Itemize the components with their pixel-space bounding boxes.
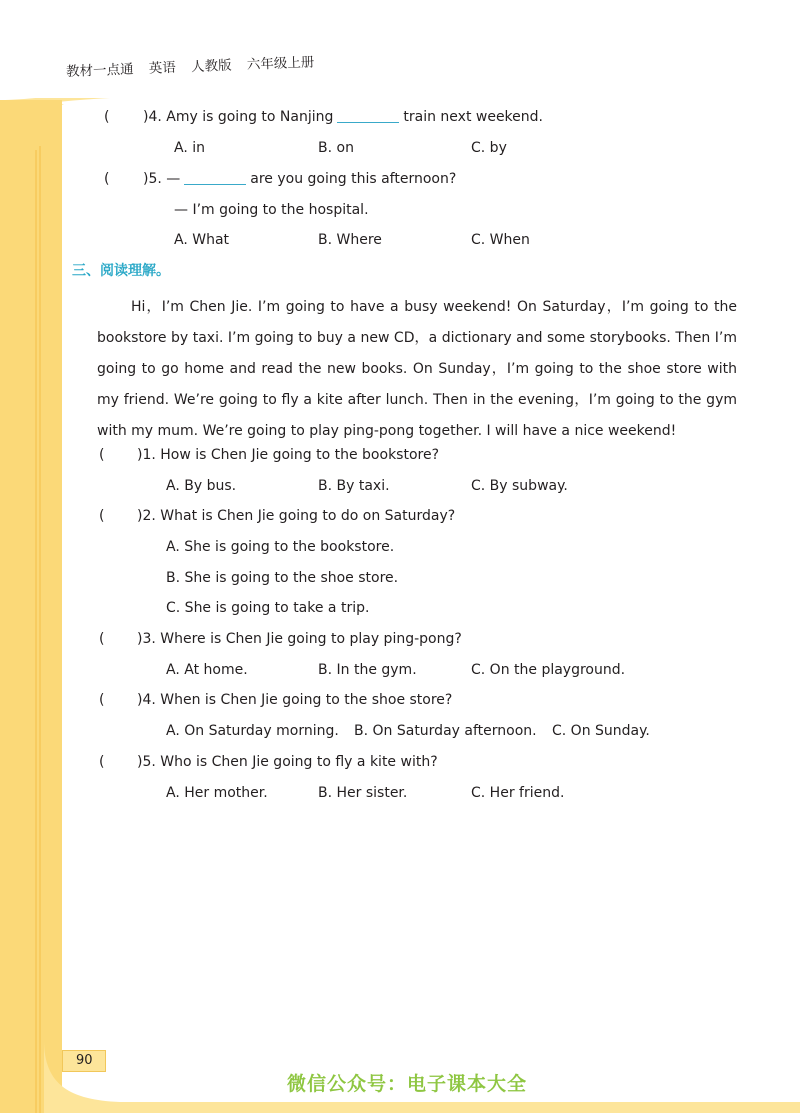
option-a: A. Her mother.	[166, 785, 268, 801]
question-text: )2. What is Chen Jie going to do on Saturday?	[137, 508, 456, 524]
question-text-a: )5. —	[143, 171, 181, 187]
answer-paren[interactable]: (	[99, 447, 105, 463]
question-text-b: train next weekend.	[403, 109, 543, 125]
option-b: B. on	[318, 140, 354, 156]
answer-paren[interactable]: (	[99, 692, 105, 708]
dialogue-reply: — I’m going to the hospital.	[174, 202, 369, 218]
question-text: )5. Who is Chen Jie going to fly a kite with?	[137, 754, 438, 770]
answer-blank[interactable]	[337, 122, 399, 123]
answer-paren[interactable]: (	[104, 171, 110, 187]
option-c: C. by	[471, 140, 507, 156]
question-stem	[143, 170, 456, 188]
question-stem	[143, 108, 543, 126]
grade-label: 六年级上册	[246, 54, 315, 74]
option-b: B. On Saturday afternoon.	[354, 723, 537, 739]
option-a: A. in	[174, 140, 205, 156]
watermark-text: 微信公众号：电子课本大全	[287, 1073, 528, 1095]
answer-paren[interactable]: (	[104, 109, 110, 125]
answer-paren[interactable]: (	[99, 631, 105, 647]
question-text: )4. When is Chen Jie going to the shoe store?	[137, 692, 453, 708]
edition-label: 人教版	[190, 57, 232, 76]
reading-passage	[97, 292, 737, 447]
option-a: A. At home.	[166, 662, 248, 678]
book-title: 教材一点通	[65, 61, 134, 80]
section-title: 三、阅读理解。	[72, 263, 170, 279]
option-c: C. On the playground.	[471, 662, 626, 678]
page-number: 90	[62, 1050, 106, 1072]
option-b: B. By taxi.	[318, 478, 390, 494]
answer-paren[interactable]: (	[99, 754, 105, 770]
option-b: B. She is going to the shoe store.	[166, 570, 399, 586]
answer-blank[interactable]	[184, 184, 246, 185]
option-b: B. Where	[318, 232, 382, 248]
question-text-b: are you going this afternoon?	[250, 171, 457, 187]
option-b: B. In the gym.	[318, 662, 417, 678]
option-c: C. Her friend.	[471, 785, 565, 801]
option-c: C. When	[471, 232, 530, 248]
question-text: )3. Where is Chen Jie going to play ping-pong?	[137, 631, 462, 647]
option-a: A. What	[174, 232, 230, 248]
option-c: C. By subway.	[471, 478, 568, 494]
option-b: B. Her sister.	[318, 785, 408, 801]
option-a: A. She is going to the bookstore.	[166, 539, 395, 555]
option-a: A. By bus.	[166, 478, 237, 494]
option-c: C. On Sunday.	[552, 723, 650, 739]
subject-label: 英语	[148, 59, 177, 77]
passage-text: Hi，I’m Chen Jie. I’m going to have a busy weekend! On Saturday，I’m going to the bookstore by taxi. I’m going to buy a new CD，a dictionary and some storybooks. Then I’m going to go home and read the new books. On Sunday，I’m going to the shoe store with my friend. We’re going to fly a kite after lunch. Then in the evening，I’m going to the gym with my mum. We’re going to play ping-pong together. I will have a nice weekend!	[97, 299, 737, 439]
option-c: C. She is going to take a trip.	[166, 600, 370, 616]
question-text: )1. How is Chen Jie going to the bookstore?	[137, 447, 440, 463]
question-text-a: )4. Amy is going to Nanjing	[143, 109, 334, 125]
option-a: A. On Saturday morning.	[166, 723, 339, 739]
answer-paren[interactable]: (	[99, 508, 105, 524]
